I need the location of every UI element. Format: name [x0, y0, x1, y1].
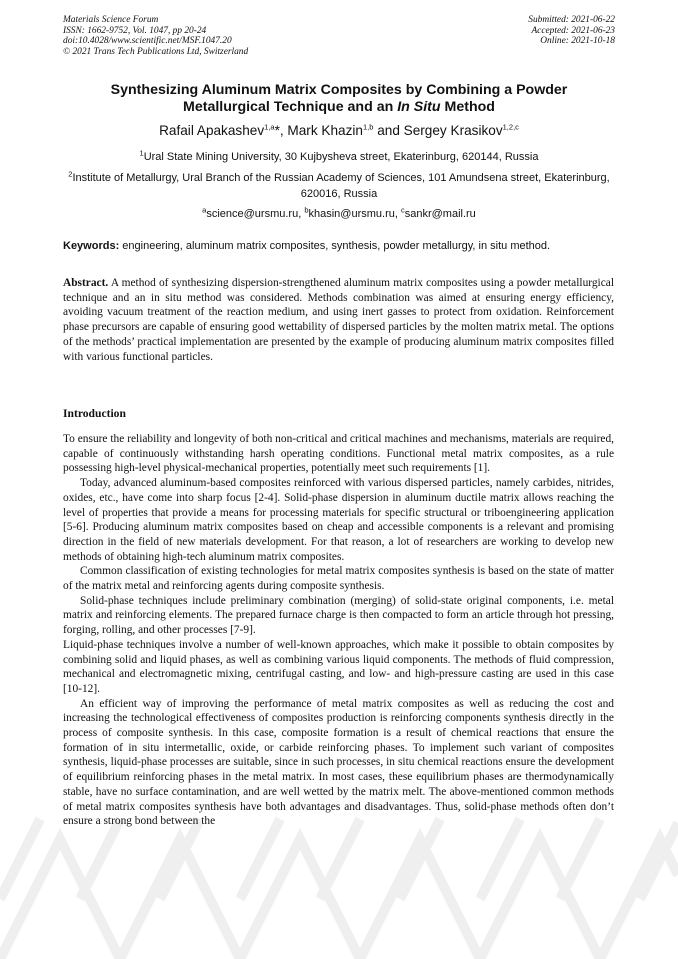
affiliation-2 — [50, 170, 628, 202]
affiliation-2-text: Institute of Metallurgy, Ural Branch of the Russian Academy of Sciences, 101 Amundsena street, Ekaterinburg, 620016, Russia — [72, 172, 610, 200]
title-line-1: Synthesizing Aluminum Matrix Composites by Combining a Powder — [110, 82, 568, 98]
abstract-label: Abstract. — [63, 277, 109, 289]
affiliation-1 — [50, 149, 628, 165]
intro-paragraph-5: Liquid-phase techniques involve a number of well-known approaches, which make it possible to obtain composites by combining solid and liquid phases, as well as combining various liquid components. The methods of fluid compression, mechanical and electromagnetic mixing, centrifugal casting, and low- and high-pressure casting are used in this case [10-12]. — [63, 638, 614, 695]
affiliation-2-sup: 2 — [68, 169, 73, 179]
keywords-label: Keywords: — [63, 240, 120, 252]
email-c-sup: c — [400, 205, 405, 215]
intro-paragraph-6: An efficient way of improving the performance of metal matrix composites as well as reducing the cost and increasing the technological effectiveness of composites production is reinforcing components synthesis directly in the process of composite synthesis. In this case, composite formation is a result of chemical reactions that ensure the formation of in situ intermetallic, oxide, or carbide reinforcing phases. To implement such variant of composites synthesis, liquid-phase processes are suitable, since in such processes, in situ chemical reactions ensure the development of equilibrium reinforcing phases in the metal matrix. In most cases, these equilibrium phases are thermodynamically stable, have no surface contamination, and are well wetted by the matrix melt. The above-mentioned common methods of metal matrix composites synthesis have both advantages and disadvantages. Thus, solid-phase methods often don’t ensure a strong bond between the — [63, 697, 614, 828]
section-heading-introduction: Introduction — [63, 407, 126, 420]
corresponding-mark: *, — [274, 123, 288, 138]
email-b-sup: b — [304, 205, 309, 215]
author-conjunction: and — [373, 123, 404, 138]
introduction-body — [63, 432, 614, 829]
intro-paragraph-3: Common classification of existing technologies for metal matrix composites synthesis is based on the state of matter of the matrix metal and reinforcing agents during composite synthesis. — [63, 565, 614, 593]
title-line-2 — [40, 99, 638, 116]
online-date: Online: 2021-10-18 — [540, 36, 615, 47]
author-1: Rafail Apakashev — [159, 123, 265, 138]
author-2-sup: 1,b — [362, 122, 374, 132]
title-line-2-end: Method — [440, 99, 495, 115]
author-2: Mark Khazin — [287, 123, 363, 138]
abstract — [63, 276, 614, 364]
abstract-text: A method of synthesizing dispersion-strengthened aluminum matrix composites using a powder metallurgical technique and an in situ method was considered. Methods combination was aimed at ensuring energy efficiency, avoiding vacuum treatment of the reaction medium, and using inert gasses to protect from oxidation. Reinforcement phase precursors are capable of ensuring good wettability of dispersed particles by the molten matrix metal. The options of the methods’ practical implementation are presented by the example of producing aluminum matrix composites filled with various functional particles. — [63, 277, 614, 363]
email-b[interactable]: khasin@ursmu.ru, — [308, 208, 401, 220]
email-c[interactable]: sankr@mail.ru — [404, 208, 476, 220]
publication-info — [63, 15, 248, 57]
author-3-sup: 1,2,c — [502, 122, 519, 132]
title-line-2-start: Metallurgical Technique and an — [183, 99, 398, 115]
intro-paragraph-2: Today, advanced aluminum-based composites reinforced with various dispersed particles, namely carbides, nitrides, oxides, etc., have come into sharp focus [2-4]. Solid-phase dispersion in aluminum ductile matrix allows reaching the level of properties that provide a means for processing materials for specific structural or triboengineering application [5-6]. Producing aluminum matrix composites based on cheap and accessible components is a relevant and promising direction in the field of new materials development. For that reason, a lot of researchers are working to develop new methods of obtaining high-tech aluminum matrix composites. — [63, 477, 614, 563]
affiliation-1-sup: 1 — [139, 148, 144, 158]
email-a-sup: a — [202, 205, 207, 215]
copyright-line: © 2021 Trans Tech Publications Ltd, Switzerland — [63, 46, 249, 57]
email-a[interactable]: science@ursmu.ru, — [206, 208, 305, 220]
doi-line[interactable]: doi:10.4028/www.scientific.net/MSF.1047.20 — [63, 36, 232, 47]
paper-title — [40, 82, 638, 116]
issn-line: ISSN: 1662-9752, Vol. 1047, pp 20-24 — [63, 25, 207, 36]
submitted-date: Submitted: 2021-06-22 — [528, 15, 615, 25]
title-italic: In Situ — [397, 99, 441, 115]
author-1-sup: 1,a — [264, 122, 275, 132]
email-list — [50, 206, 628, 222]
keywords — [63, 240, 628, 252]
intro-paragraph-1: To ensure the reliability and longevity of both non-critical and critical machines and mechanisms, materials are required, capable of continuously withstanding harsh operating conditions. Functional metal matrix composites, as a rule possessing high-level physical-mechanical properties, potentially meet such requirements [1]. — [63, 433, 614, 475]
affiliation-1-text: Ural State Mining University, 30 Kujbysheva street, Ekaterinburg, 620144, Russia — [143, 151, 539, 163]
author-list — [40, 123, 638, 138]
keywords-text: engineering, aluminum matrix composites, synthesis, powder metallurgy, in situ method. — [119, 240, 551, 252]
intro-paragraph-4: Solid-phase techniques include preliminary combination (merging) of solid-state original components, i.e. metal matrix and reinforcing elements. The prepared furnace charge is then compacted to form an article through hot pressing, forging, rolling, and other processes [7-9]. — [63, 594, 614, 637]
author-3: Sergey Krasikov — [403, 123, 503, 138]
dates-info — [528, 15, 615, 47]
accepted-date: Accepted: 2021-06-23 — [531, 25, 615, 36]
abstract-paragraph — [63, 276, 614, 364]
journal-name: Materials Science Forum — [63, 15, 159, 25]
